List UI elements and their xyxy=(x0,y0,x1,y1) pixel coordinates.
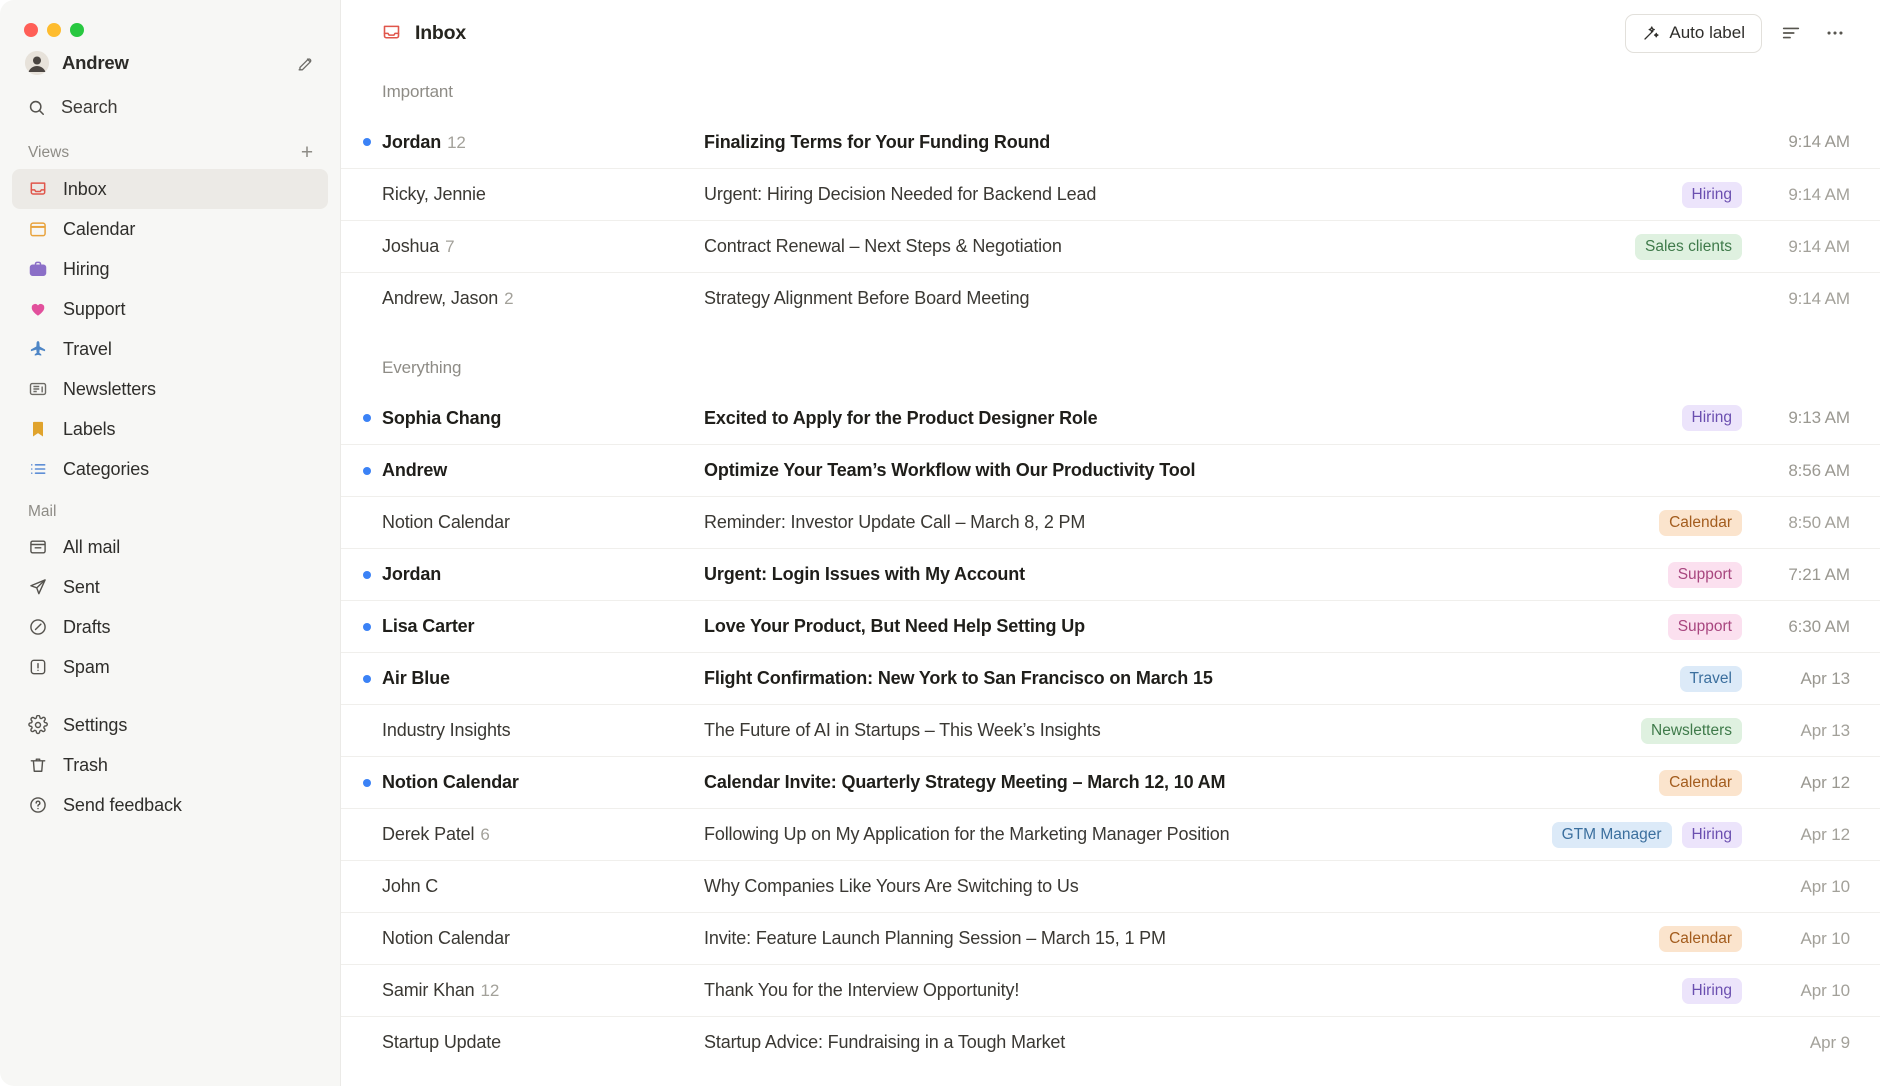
sender-name: Joshua xyxy=(382,236,440,256)
table-row[interactable] xyxy=(341,860,1880,912)
sender-name: John C xyxy=(382,876,439,896)
sidebar-item-label: Inbox xyxy=(63,178,107,199)
email-sender xyxy=(382,980,704,1001)
email-sender xyxy=(382,132,704,153)
group-header-everything: Everything xyxy=(382,358,462,377)
sort-icon[interactable] xyxy=(1776,18,1806,48)
email-time: Apr 12 xyxy=(1800,772,1850,792)
sender-name: Jordan xyxy=(382,131,442,152)
email-time: 9:14 AM xyxy=(1788,236,1850,256)
search-icon xyxy=(27,98,49,117)
email-subject: The Future of AI in Startups – This Week’s Insights xyxy=(704,720,1101,740)
label-tags xyxy=(1659,926,1742,952)
status-badge[interactable]: Hiring xyxy=(1682,978,1742,1004)
sidebar-item-drafts[interactable] xyxy=(12,607,328,647)
email-sender xyxy=(382,236,704,257)
thread-count: 7 xyxy=(445,237,455,256)
table-row[interactable] xyxy=(341,652,1880,704)
email-sender xyxy=(382,720,704,741)
email-time: Apr 12 xyxy=(1800,824,1850,844)
draft-icon xyxy=(26,616,49,639)
email-subject: Urgent: Hiring Decision Needed for Backend Lead xyxy=(704,184,1097,204)
unread-dot xyxy=(363,779,371,787)
table-row[interactable] xyxy=(341,600,1880,652)
sidebar-item-label: Hiring xyxy=(63,258,110,279)
email-sender xyxy=(382,564,704,585)
email-time: 7:21 AM xyxy=(1788,564,1850,584)
sender-name: Lisa Carter xyxy=(382,616,475,636)
thread-count: 12 xyxy=(480,981,500,1000)
email-sender xyxy=(382,184,704,205)
label-tags xyxy=(1682,405,1742,431)
trash-icon xyxy=(26,754,49,777)
status-badge[interactable]: Support xyxy=(1668,614,1742,640)
account-row[interactable] xyxy=(0,40,340,86)
status-badge[interactable]: Calendar xyxy=(1659,510,1742,536)
table-row[interactable] xyxy=(341,272,1880,324)
window-traffic-lights xyxy=(0,0,340,40)
compose-icon[interactable] xyxy=(292,50,318,76)
email-sender xyxy=(382,772,704,793)
status-badge[interactable]: Support xyxy=(1668,562,1742,588)
email-subject: Invite: Feature Launch Planning Session – March 15, 1 PM xyxy=(704,928,1166,948)
label-tags xyxy=(1668,562,1742,588)
sidebar-divider-space xyxy=(0,687,340,705)
sidebar-item-label: Newsletters xyxy=(63,378,156,399)
email-time: Apr 10 xyxy=(1800,928,1850,948)
sidebar-item-spam[interactable] xyxy=(12,647,328,687)
maximize-window-button[interactable] xyxy=(70,23,84,37)
views-section-header xyxy=(0,128,340,169)
auto-label-button[interactable] xyxy=(1625,14,1762,53)
email-subject: Excited to Apply for the Product Designer Role xyxy=(704,407,1098,428)
sidebar-item-hiring[interactable] xyxy=(12,249,328,289)
mail-section-header xyxy=(0,489,340,527)
email-sender xyxy=(382,288,704,309)
email-subject: Flight Confirmation: New York to San Francisco on March 15 xyxy=(704,668,1213,688)
email-sender xyxy=(382,512,704,533)
sidebar-item-label: Labels xyxy=(63,418,116,439)
sidebar-item-label: Categories xyxy=(63,458,150,479)
sidebar-item-categories[interactable] xyxy=(12,449,328,489)
sidebar-item-inbox[interactable] xyxy=(12,169,328,209)
status-badge[interactable]: Travel xyxy=(1680,666,1743,692)
status-badge[interactable]: Calendar xyxy=(1659,926,1742,952)
unread-dot xyxy=(363,414,371,422)
help-circle-icon xyxy=(26,794,49,817)
search-input[interactable] xyxy=(0,86,340,128)
bookmark-icon xyxy=(26,418,49,441)
plus-icon[interactable]: + xyxy=(300,141,314,164)
sender-name: Ricky, Jennie xyxy=(382,184,486,204)
email-sender xyxy=(382,460,704,481)
table-row[interactable] xyxy=(341,756,1880,808)
sidebar-item-label: Spam xyxy=(63,656,110,677)
email-subject: Calendar Invite: Quarterly Strategy Meeting – March 12, 10 AM xyxy=(704,772,1226,792)
sidebar-item-support[interactable] xyxy=(12,289,328,329)
sender-name: Notion Calendar xyxy=(382,928,510,948)
table-row[interactable] xyxy=(341,168,1880,220)
label-tags xyxy=(1668,614,1742,640)
sidebar-item-label: Trash xyxy=(63,754,108,775)
toolbar xyxy=(341,0,1880,66)
sidebar-item-send-feedback[interactable] xyxy=(12,785,328,825)
email-subject: Strategy Alignment Before Board Meeting xyxy=(704,288,1030,308)
sidebar-item-label: Sent xyxy=(63,576,100,597)
email-sender xyxy=(382,1032,704,1053)
email-time: 9:14 AM xyxy=(1788,184,1850,204)
status-badge[interactable]: Hiring xyxy=(1682,822,1742,848)
sender-name: Samir Khan xyxy=(382,980,475,1000)
email-time: 9:14 AM xyxy=(1788,132,1850,151)
email-time: 6:30 AM xyxy=(1788,616,1850,636)
group-header-important: Important xyxy=(382,82,453,101)
table-row[interactable] xyxy=(341,392,1880,444)
status-badge[interactable]: Hiring xyxy=(1682,405,1742,431)
archive-icon xyxy=(26,536,49,559)
email-time: Apr 10 xyxy=(1800,876,1850,896)
sidebar-item-label: Travel xyxy=(63,338,112,359)
account-name: Andrew xyxy=(62,52,129,73)
briefcase-icon xyxy=(26,258,49,281)
unread-dot xyxy=(363,571,371,579)
sender-name: Sophia Chang xyxy=(382,407,502,428)
sender-name: Notion Calendar xyxy=(382,512,510,532)
email-time: 8:50 AM xyxy=(1788,512,1850,532)
table-row[interactable] xyxy=(341,220,1880,272)
search-label: Search xyxy=(61,96,118,117)
table-row[interactable] xyxy=(341,912,1880,964)
close-window-button[interactable] xyxy=(24,23,38,37)
sidebar-item-label: Drafts xyxy=(63,616,111,637)
sidebar-item-label: Send feedback xyxy=(63,794,182,815)
email-subject: Urgent: Login Issues with My Account xyxy=(704,564,1025,584)
table-row[interactable] xyxy=(341,444,1880,496)
table-row[interactable] xyxy=(341,964,1880,1016)
sidebar-item-calendar[interactable] xyxy=(12,209,328,249)
sidebar-item-label: Settings xyxy=(63,714,128,735)
table-row[interactable] xyxy=(341,1016,1880,1068)
email-sender xyxy=(382,876,704,897)
email-subject: Love Your Product, But Need Help Setting Up xyxy=(704,616,1085,636)
email-subject: Following Up on My Application for the Marketing Manager Position xyxy=(704,824,1230,844)
sender-name: Startup Update xyxy=(382,1032,501,1052)
table-row[interactable] xyxy=(341,704,1880,756)
sender-name: Andrew xyxy=(382,460,448,480)
sender-name: Notion Calendar xyxy=(382,772,519,792)
table-row[interactable] xyxy=(341,116,1880,168)
label-tags xyxy=(1682,978,1742,1004)
email-time: 9:13 AM xyxy=(1788,408,1850,427)
airplane-icon xyxy=(26,338,49,361)
email-time: Apr 10 xyxy=(1800,980,1850,1000)
status-badge[interactable]: Newsletters xyxy=(1641,718,1742,744)
sidebar-item-newsletters[interactable] xyxy=(12,369,328,409)
thread-count: 12 xyxy=(447,132,466,152)
unread-dot xyxy=(363,623,371,631)
page-title: Inbox xyxy=(415,21,466,44)
sidebar-item-all-mail[interactable] xyxy=(12,527,328,567)
sender-name: Air Blue xyxy=(382,668,450,688)
sidebar-item-label: All mail xyxy=(63,536,121,557)
auto-label-text: Auto label xyxy=(1669,23,1745,42)
status-badge[interactable]: GTM Manager xyxy=(1552,822,1672,848)
status-badge[interactable]: Calendar xyxy=(1659,770,1742,796)
table-row[interactable] xyxy=(341,548,1880,600)
sidebar-item-labels[interactable] xyxy=(12,409,328,449)
toolbar-actions xyxy=(1625,14,1850,53)
sidebar-item-settings[interactable] xyxy=(12,705,328,745)
sender-name: Derek Patel xyxy=(382,824,475,844)
email-subject: Contract Renewal – Next Steps & Negotiation xyxy=(704,236,1062,256)
sidebar xyxy=(0,0,341,1086)
sidebar-item-label: Support xyxy=(63,298,126,319)
label-tags xyxy=(1680,666,1743,692)
newspaper-icon xyxy=(26,378,49,401)
status-badge[interactable]: Hiring xyxy=(1682,182,1742,208)
email-subject: Reminder: Investor Update Call – March 8, 2 PM xyxy=(704,512,1086,532)
thread-count: 6 xyxy=(480,825,490,844)
mail-section-label: Mail xyxy=(28,503,57,520)
list-icon xyxy=(26,458,49,481)
email-sender xyxy=(382,928,704,949)
label-tags xyxy=(1635,234,1742,260)
email-time: Apr 9 xyxy=(1809,1032,1850,1052)
email-time: Apr 13 xyxy=(1800,720,1850,740)
email-sender xyxy=(382,668,704,689)
sender-name: Industry Insights xyxy=(382,720,511,740)
table-row[interactable] xyxy=(341,808,1880,860)
magic-wand-icon xyxy=(1642,24,1660,42)
email-subject: Thank You for the Interview Opportunity! xyxy=(704,980,1020,1000)
email-subject: Finalizing Terms for Your Funding Round xyxy=(704,131,1051,152)
label-tags xyxy=(1641,718,1742,744)
spam-icon xyxy=(26,656,49,679)
sidebar-item-sent[interactable] xyxy=(12,567,328,607)
unread-dot xyxy=(363,138,371,146)
sidebar-item-travel[interactable] xyxy=(12,329,328,369)
calendar-icon xyxy=(26,218,49,241)
email-sender xyxy=(382,824,704,845)
email-time: 8:56 AM xyxy=(1788,460,1850,480)
sidebar-item-trash[interactable] xyxy=(12,745,328,785)
thread-count: 2 xyxy=(504,289,514,308)
sidebar-item-label: Calendar xyxy=(63,218,136,239)
table-row[interactable] xyxy=(341,496,1880,548)
email-time: Apr 13 xyxy=(1800,668,1850,688)
send-icon xyxy=(26,576,49,599)
label-tags xyxy=(1659,510,1742,536)
sender-name: Jordan xyxy=(382,564,442,584)
more-horizontal-icon[interactable] xyxy=(1820,18,1850,48)
gear-icon xyxy=(26,714,49,737)
email-subject: Optimize Your Team’s Workflow with Our Productivity Tool xyxy=(704,460,1196,480)
views-section-label: Views xyxy=(28,143,70,161)
email-subject: Why Companies Like Yours Are Switching to Us xyxy=(704,876,1079,896)
email-time: 9:14 AM xyxy=(1788,288,1850,308)
email-sender xyxy=(382,616,704,637)
unread-dot xyxy=(363,675,371,683)
inbox-icon xyxy=(26,178,49,201)
minimize-window-button[interactable] xyxy=(47,23,61,37)
main-panel xyxy=(341,0,1880,1086)
label-tags xyxy=(1552,822,1742,848)
avatar xyxy=(25,51,49,75)
status-badge[interactable]: Sales clients xyxy=(1635,234,1742,260)
sender-name: Andrew, Jason xyxy=(382,288,499,308)
email-subject: Startup Advice: Fundraising in a Tough Market xyxy=(704,1032,1066,1052)
unread-dot xyxy=(363,467,371,475)
email-sender xyxy=(382,408,704,429)
label-tags xyxy=(1659,770,1742,796)
email-list[interactable] xyxy=(341,66,1880,1086)
label-tags xyxy=(1682,182,1742,208)
inbox-icon xyxy=(381,22,403,44)
heart-icon xyxy=(26,298,49,321)
